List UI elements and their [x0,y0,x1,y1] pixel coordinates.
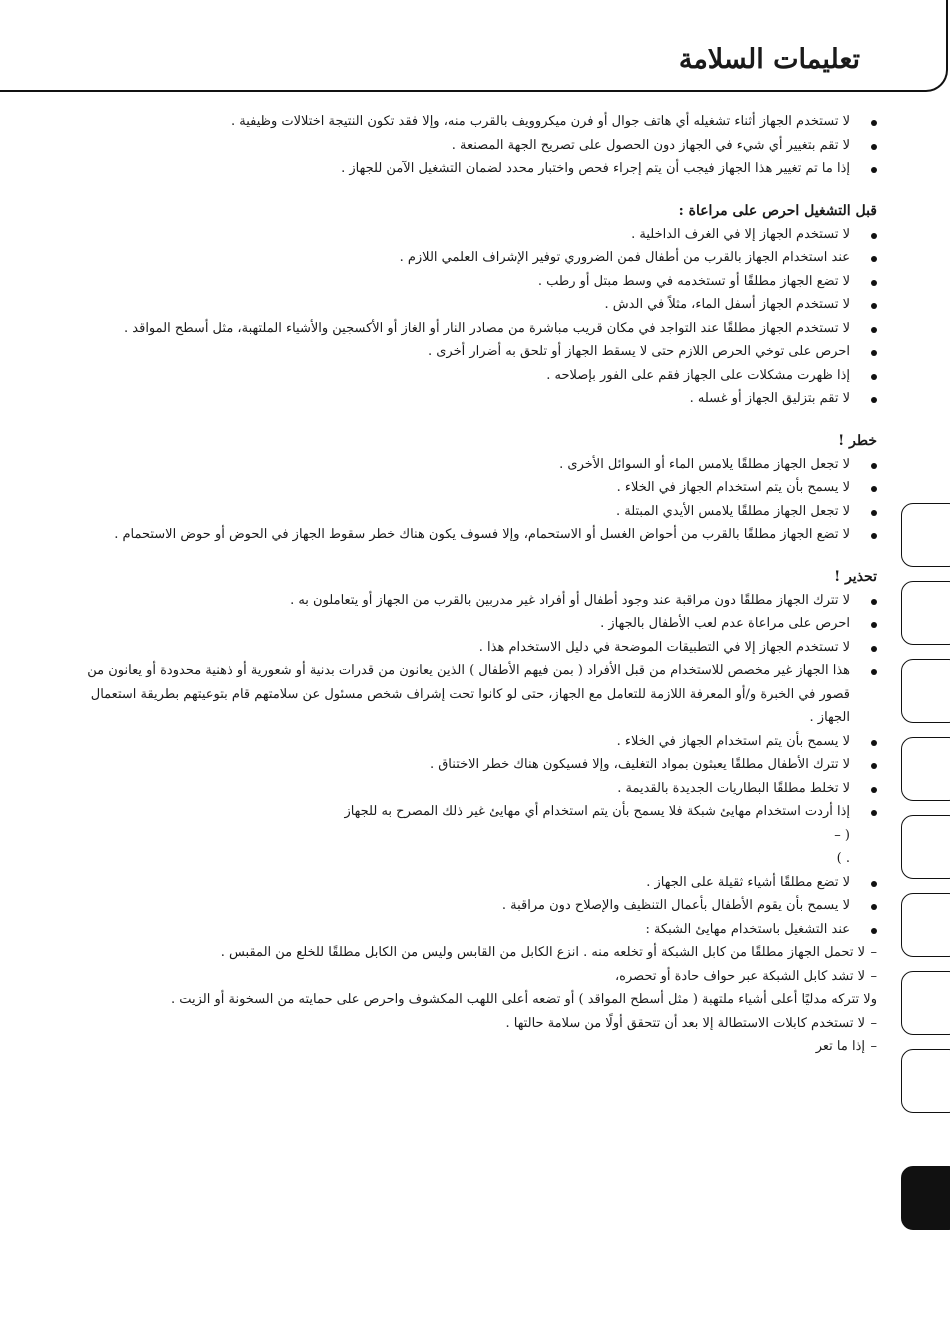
danger-list [80,453,877,547]
sub-item-text: إذا ما تعر [815,1039,865,1054]
sub-item-text: لا تحمل الجهاز مطلقًا من كابل الشبكة أو تخلعه منه . انزع الكابل من القابس وليس من الكابل مطلقًا للخلع من المقبس . [220,945,865,960]
side-tab-6[interactable] [901,893,950,957]
adapter-gap-line: ( – [834,827,850,843]
warning-list-continued [80,871,877,942]
list-item: لا تضع الجهاز مطلقًا أو تستخدمه في وسط مبتل أو رطب . [80,270,877,294]
list-item: إذا ظهرت مشكلات على الجهاز فقم على الفور بإصلاحه . [80,364,877,388]
list-item: لا تستخدم الجهاز أسفل الماء، مثلاً في الدش . [80,293,877,317]
sub-item [80,965,877,989]
list-item: لا تضع مطلقًا أشياء ثقيلة على الجهاز . [80,871,877,895]
list-item: إذا أردت استخدام مهايئ شبكة فلا يسمح بأن يتم استخدام أي مهايئ غير ذلك المصرح به للجهاز [80,800,877,824]
danger-heading: خطر ! [838,432,877,449]
side-tab-1[interactable] [901,503,950,567]
before-operation-list [80,223,877,411]
before-operation-heading: قبل التشغيل احرص على مراعاة : [678,202,877,219]
dash-marker: – [870,1015,877,1031]
list-item: لا تقم بتغيير أي شيء في الجهاز دون الحصول على تصريح الجهة المصنعة . [80,134,877,158]
list-item: عند استخدام الجهاز بالقرب من أطفال فمن الضروري توفير الإشراف العلمي اللازم . [80,246,877,270]
dash-marker: – [870,945,877,960]
sub-item-continuation [80,988,877,1012]
list-item: لا تقم بتزليق الجهاز أو غسله . [80,387,877,411]
sub-item-text: ولا تتركه مدليًا أعلى أشياء ملتهبة ( مثل أسطح المواقد ) أو تضعه أعلى اللهب المكشوف واحرص على حمايته من السخونة أو الزيت . [170,992,877,1007]
list-item: لا تستخدم الجهاز مطلقًا عند التواجد في مكان قريب مباشرة من مصادر النار أو الغاز أو الأكسجين والأشياء الملتهبة، مثل أسطح المواقد . [80,317,877,341]
side-tab-8[interactable] [901,1049,950,1113]
side-tab-active[interactable] [901,1166,950,1230]
list-item: لا تجعل الجهاز مطلقًا يلامس الماء أو السوائل الأخرى . [80,453,877,477]
intro-list [80,110,877,181]
side-tab-2[interactable] [901,581,950,645]
list-item: احرص على مراعاة عدم لعب الأطفال بالجهاز . [80,612,877,636]
dash-marker: – [870,1039,877,1054]
adapter-gap-line-end: . ) [836,851,850,866]
list-item: لا تستخدم الجهاز إلا في الغرف الداخلية . [80,223,877,247]
list-item: لا يسمح بأن يتم استخدام الجهاز في الخلاء . [80,476,877,500]
dash-marker: – [870,968,877,984]
sub-item [80,1035,877,1059]
side-tab-3[interactable] [901,659,950,723]
list-item: لا تترك الأطفال مطلقًا يعبثون بمواد التغليف، وإلا فسيكون هناك خطر الاختناق . [80,753,877,777]
list-item: لا يسمح بأن يقوم الأطفال بأعمال التنظيف والإصلاح دون مراقبة . [80,894,877,918]
list-item: لا تخلط مطلقًا البطاريات الجديدة بالقديمة . [80,777,877,801]
list-item: لا تضع الجهاز مطلقًا بالقرب من أحواض الغسل أو الاستحمام، وإلا فسوف يكون هناك خطر سقوط الجهاز في الحوض أو حوض الاستحمام . [80,523,877,547]
list-item: إذا ما تم تغيير هذا الجهاز فيجب أن يتم إجراء فحص واختبار محدد لضمان التشغيل الآمن للجهاز . [80,157,877,181]
adapter-sub-list [80,941,877,1059]
list-item: لا يسمح بأن يتم استخدام الجهاز في الخلاء . [80,730,877,754]
list-item: لا تستخدم الجهاز إلا في التطبيقات الموضحة في دليل الاستخدام هذا . [80,636,877,660]
sub-item-text: لا تستخدم كابلات الاستطالة إلا بعد أن تتحقق أولًا من سلامة حالتها . [505,1015,865,1031]
page-title: تعليمات السلامة [678,44,860,75]
warning-heading: تحذير ! [834,568,877,585]
list-item: لا تجعل الجهاز مطلقًا يلامس الأيدي المبتلة . [80,500,877,524]
list-item: احرص على توخي الحرص اللازم حتى لا يسقط الجهاز أو تلحق به أضرار أخرى . [80,340,877,364]
sub-item [80,941,877,965]
list-item: لا تترك الجهاز مطلقًا دون مراقبة عند وجود أطفال أو أفراد غير مدربين بالقرب من الجهاز أو يتعاملون به . [80,589,877,613]
side-tab-4[interactable] [901,737,950,801]
list-item: هذا الجهاز غير مخصص للاستخدام من قبل الأفراد ( بمن فيهم الأطفال ) الذين يعانون من قدرات بدنية أو شعورية أو ذهنية محدودة أو يعانون من قصور في الخبرة و/أو المعرفة اللازمة للتعامل مع الجهاز، حتى لو كانوا تحت إشراف شخص مسئول عن سلامتهم قام بتوعيتهم بطريقة استعمال الجهاز . [80,659,877,730]
list-item: عند التشغيل باستخدام مهايئ الشبكة : [80,918,877,942]
warning-list [80,589,877,824]
side-tab-7[interactable] [901,971,950,1035]
list-item: لا تستخدم الجهاز أثناء تشغيله أي هاتف جوال أو فرن ميكروويف بالقرب منه، وإلا فقد تكون النتيجة اختلالات وظيفية . [80,110,877,134]
sub-item [80,1012,877,1036]
safety-content [80,110,877,1059]
side-tab-5[interactable] [901,815,950,879]
sub-item-text: لا تشد كابل الشبكة عبر حواف حادة أو تحصره، [614,968,865,984]
